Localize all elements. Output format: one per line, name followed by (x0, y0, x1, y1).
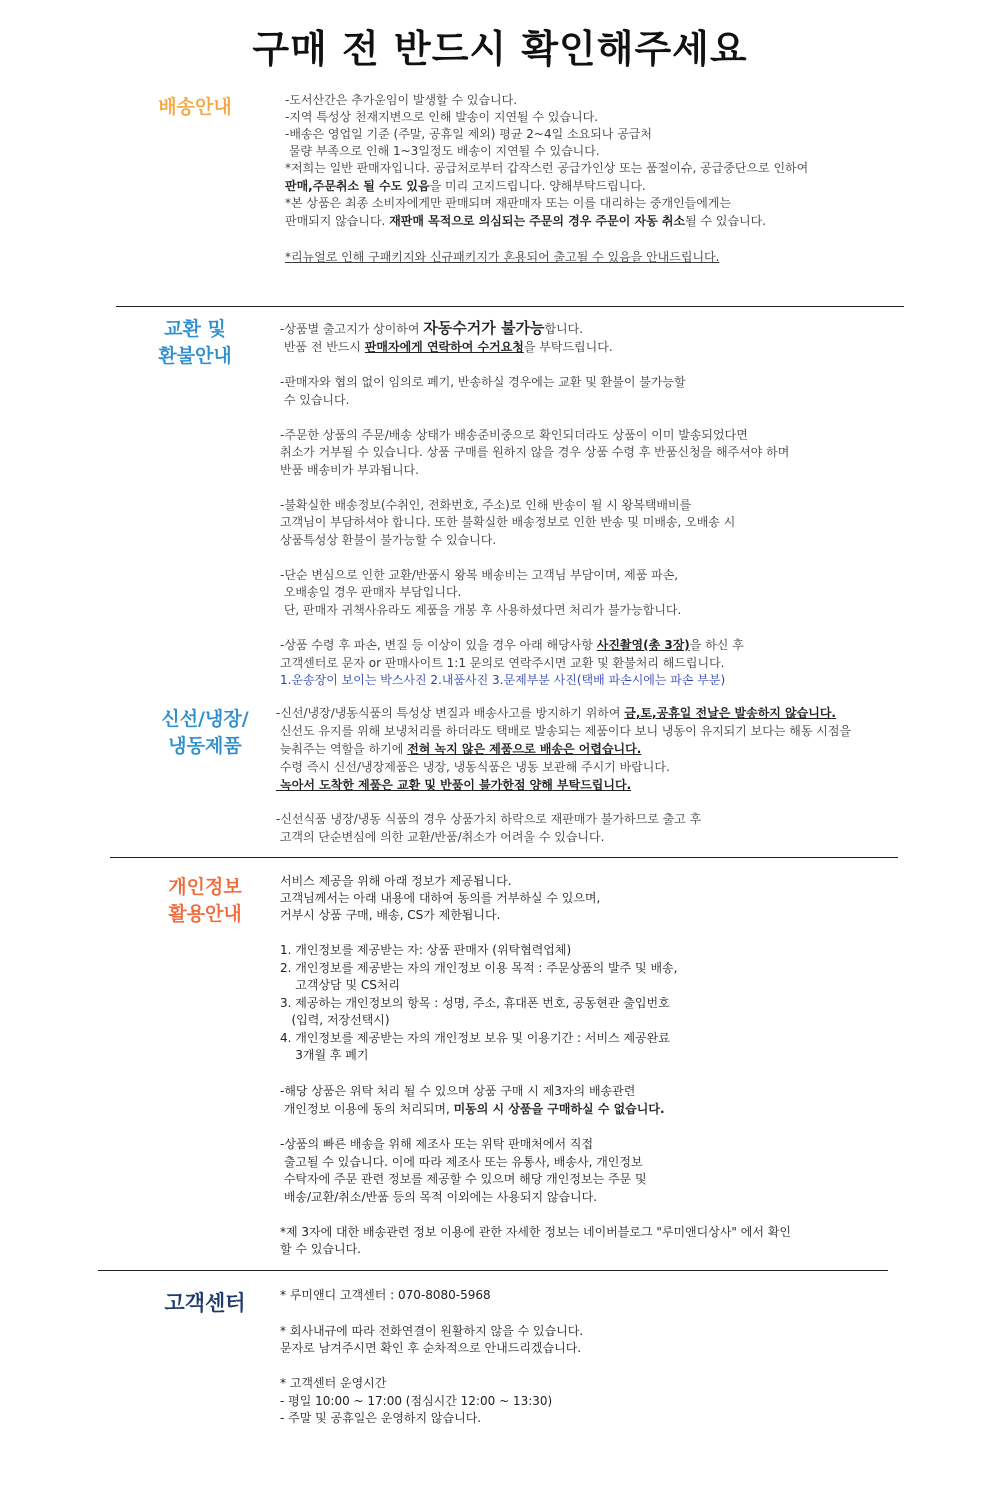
privacy-item: 1. 개인정보를 제공받는 자: 상품 판매자 (위탁협력업체) (280, 943, 572, 957)
text: 을 미리 고지드립니다. 양해부탁드립니다. (429, 179, 646, 193)
fresh-line: 고객의 단순변심에 의한 교환/반품/취소가 어려울 수 있습니다. (276, 830, 605, 844)
privacy-line (280, 1101, 665, 1118)
fresh-line (276, 741, 641, 758)
exchange-line (280, 318, 583, 339)
shipping-line: 물량 부족으로 인해 1~3일정도 배송이 지연될 수 있습니다. (285, 144, 600, 158)
bold-text: 판매,주문취소 될 수도 있음 (285, 179, 430, 193)
privacy-line: *제 3자에 대한 배송관련 정보 이용에 관한 자세한 정보는 네이버블로그 "루미앤디상사" 에서 확인 (280, 1225, 791, 1239)
privacy-line: 고객님께서는 아래 내용에 대하여 동의를 거부하실 수 있으며, (280, 891, 601, 905)
privacy-item: 4. 개인정보를 제공받는 자의 개인정보 보유 및 이용기간 : 서비스 제공완료 (280, 1031, 670, 1045)
privacy-line: 수탁자에 주문 관련 정보를 제공할 수 있으며 해당 개인정보는 주문 및 (280, 1172, 647, 1186)
privacy-line: 배송/교환/취소/반품 등의 목적 이외에는 사용되지 않습니다. (280, 1190, 598, 1204)
text: 을 부탁드립니다. (523, 340, 613, 354)
cs-hours-title: * 고객센터 운영시간 (280, 1376, 387, 1390)
exchange-line: -주문한 상품의 주문/배송 상태가 배송준비중으로 확인되더라도 상품이 이미 발송되었다면 (280, 428, 748, 442)
exchange-line: -판매자와 협의 없이 임의로 폐기, 반송하실 경우에는 교환 및 환불이 불가능할 (280, 375, 686, 389)
bold-text: 자동수거가 불가능 (423, 319, 545, 337)
shipping-line: *본 상품은 최종 소비자에게만 판매되며 재판매자 또는 이를 대리하는 중개인들에게는 (285, 196, 732, 210)
privacy-label (150, 874, 260, 928)
text: 합니다. (544, 322, 584, 336)
text: 될 수 있습니다. (685, 214, 767, 228)
text: 개인정보 이용에 동의 처리되며, (280, 1102, 454, 1116)
text: 을 하신 후 (689, 638, 744, 652)
shipping-line: *저희는 일반 판매자입니다. 공급처로부터 갑작스런 공급가인상 또는 품절이슈, 공급중단으로 인하여 (285, 161, 809, 175)
text: 판매되지 않습니다. (285, 214, 390, 228)
shipping-line (285, 213, 766, 230)
fresh-line: -신선식품 냉장/냉동 식품의 경우 상품가치 하락으로 재판매가 불가하므로 출고 후 (276, 812, 702, 826)
privacy-item: 3. 제공하는 개인정보의 항목 : 성명, 주소, 휴대폰 번호, 공동현관 출입번호 (280, 996, 670, 1010)
exchange-line: 오배송일 경우 판매자 부담입니다. (280, 585, 462, 599)
privacy-item: 3개월 후 폐기 (280, 1048, 369, 1062)
fresh-line (276, 705, 836, 722)
exchange-line: -단순 변심으로 인한 교환/반품시 왕복 배송비는 고객님 부담이며, 제품 파손, (280, 568, 679, 582)
bold-text: 재판매 목적으로 의심되는 주문의 경우 주문이 자동 취소 (389, 214, 686, 228)
exchange-label-line: 환불안내 (158, 345, 232, 367)
privacy-item: (입력, 저장선택시) (280, 1013, 390, 1027)
fresh-label-line: 냉동제품 (168, 735, 242, 757)
fresh-line: 신선도 유지를 위해 보냉처리를 하더라도 택배로 발송되는 제품이다 보니 냉동이 유지되기 보다는 해동 시점을 (276, 724, 852, 738)
shipping-line: -배송은 영업일 기준 (주말, 공휴일 제외) 평균 2~4일 소요되나 공급처 (285, 127, 652, 141)
cs-phone: * 루미앤디 고객센터 : 070-8080-5968 (280, 1288, 491, 1302)
shipping-notice: *리뉴얼로 인해 구패키지와 신규패키지가 혼용되어 출고될 수 있음을 안내드립니다. (285, 250, 720, 264)
shipping-label: 배송안내 (158, 96, 232, 118)
text: 늦춰주는 역할을 하기에 (276, 742, 408, 756)
privacy-line: 출고될 수 있습니다. 이에 따라 제조사 또는 유통사, 배송사, 개인정보 (280, 1155, 643, 1169)
privacy-line: 서비스 제공을 위해 아래 정보가 제공됩니다. (280, 874, 512, 888)
divider (110, 857, 898, 858)
cs-label: 고객센터 (164, 1291, 246, 1315)
bold-text: 사진촬영(총 3장) (596, 638, 690, 652)
exchange-line: 반품 배송비가 부과됩니다. (280, 463, 419, 477)
privacy-item: 2. 개인정보를 제공받는 자의 개인정보 이용 목적 : 주문상품의 발주 및 배송, (280, 961, 678, 975)
privacy-label-line: 개인정보 (168, 876, 242, 898)
exchange-line: -불확실한 배송정보(수취인, 전화번호, 주소)로 인해 반송이 될 시 왕복택배비를 (280, 498, 692, 512)
text: -상품별 출고지가 상이하여 (280, 322, 424, 336)
bold-text: 판매자에게 연락하여 수거요청 (364, 340, 524, 354)
fresh-label-line: 신선/냉장/ (161, 708, 249, 730)
cs-line: 문자로 남겨주시면 확인 후 순차적으로 안내드리겠습니다. (280, 1341, 582, 1355)
privacy-line: -해당 상품은 위탁 처리 될 수 있으며 상품 구매 시 제3자의 배송관련 (280, 1084, 636, 1098)
privacy-line: 할 수 있습니다. (280, 1242, 361, 1256)
exchange-label (140, 316, 250, 370)
divider (116, 306, 904, 307)
exchange-line: 수 있습니다. (280, 393, 350, 407)
cs-hours: - 평일 10:00 ~ 17:00 (점심시간 12:00 ~ 13:30) (280, 1394, 553, 1408)
exchange-line: 상품특성상 환불이 불가능할 수 있습니다. (280, 533, 497, 547)
bold-text: 미동의 시 상품을 구매하실 수 없습니다. (453, 1102, 665, 1116)
privacy-line: 거부시 상품 구매, 배송, CS가 제한됩니다. (280, 908, 501, 922)
privacy-label-line: 활용안내 (168, 903, 242, 925)
exchange-label-line: 교환 및 (164, 318, 226, 340)
exchange-line: 고객센터로 문자 or 판매사이트 1:1 문의로 연락주시면 교환 및 환불처리 해드립니다. (280, 656, 725, 670)
exchange-line: 취소가 거부될 수 있습니다. 상품 구매를 원하지 않을 경우 상품 수령 후 반품신청을 해주셔야 하며 (280, 445, 790, 459)
text: -신선/냉장/냉동식품의 특성상 변질과 배송사고를 방지하기 위하여 (276, 706, 625, 720)
text: -상품 수령 후 파손, 변질 등 이상이 있을 경우 아래 해당사항 (280, 638, 597, 652)
shipping-line: -도서산간은 추가운임이 발생할 수 있습니다. (285, 93, 518, 107)
cs-line: * 회사내규에 따라 전화연결이 원활하지 않을 수 있습니다. (280, 1324, 584, 1338)
exchange-line: 단, 판매자 귀책사유라도 제품을 개봉 후 사용하셨다면 처리가 불가능합니다. (280, 603, 682, 617)
text: 반품 전 반드시 (280, 340, 365, 354)
exchange-line (280, 637, 744, 654)
shipping-line (285, 178, 646, 195)
fresh-line: 녹아서 도착한 제품은 교환 및 반품이 불가한점 양해 부탁드립니다. (276, 778, 632, 792)
divider (98, 1270, 888, 1271)
photo-list: 1.운송장이 보이는 박스사진 2.내품사진 3.문제부분 사진(택배 파손시에는 파손 부분) (280, 673, 726, 687)
page-title: 구매 전 반드시 확인해주세요 (252, 27, 748, 71)
cs-hours: - 주말 및 공휴일은 운영하지 않습니다. (280, 1411, 482, 1425)
fresh-label (145, 706, 265, 760)
privacy-line: -상품의 빠른 배송을 위해 제조사 또는 위탁 판매처에서 직접 (280, 1137, 594, 1151)
shipping-line: -지역 특성상 천재지변으로 인해 발송이 지연될 수 있습니다. (285, 110, 599, 124)
bold-text: 전혀 녹지 않은 제품으로 배송은 어렵습니다. (407, 742, 642, 756)
exchange-line (280, 339, 613, 356)
bold-text: 금,토,공휴일 전날은 발송하지 않습니다. (624, 706, 836, 720)
exchange-line: 고객님이 부담하셔야 합니다. 또한 불확실한 배송정보로 인한 반송 및 미배송, 오배송 시 (280, 515, 736, 529)
fresh-line: 수령 즉시 신선/냉장제품은 냉장, 냉동식품은 냉동 보관해 주시기 바랍니다. (276, 760, 670, 774)
privacy-item: 고객상담 및 CS처리 (280, 978, 401, 992)
